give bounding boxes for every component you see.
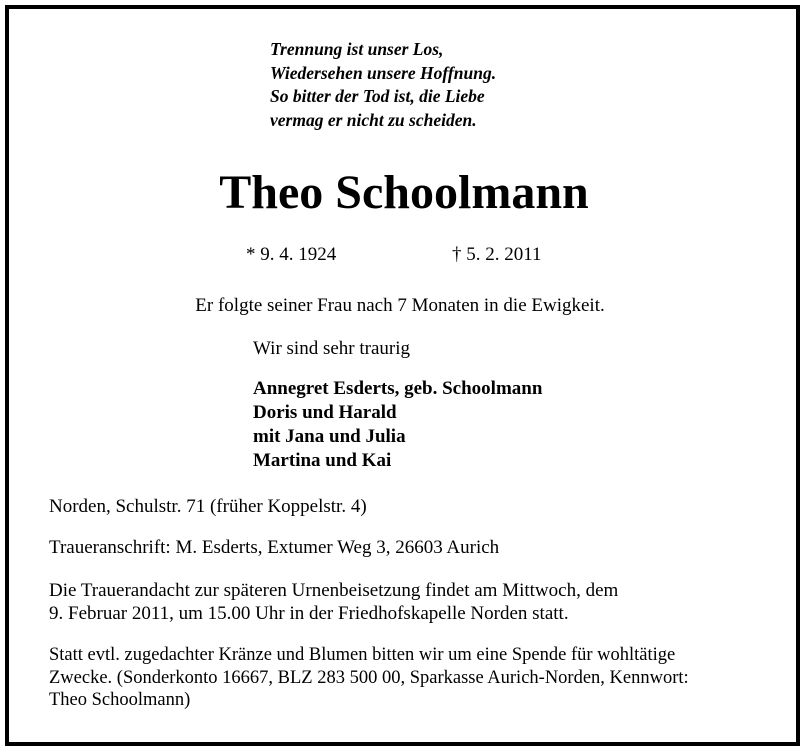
mourner: mit Jana und Julia (253, 426, 406, 447)
service-line: Die Trauerandacht zur späteren Urnenbeisetzung findet am Mittwoch, dem (49, 580, 619, 601)
donation-line: Theo Schoolmann) (49, 690, 191, 710)
sad-line: Wir sind sehr traurig (253, 338, 411, 359)
statement: Er folgte seiner Frau nach 7 Monaten in die Ewigkeit. (195, 295, 605, 316)
service-info (49, 580, 618, 625)
donation-info (49, 644, 689, 712)
mourner: Doris und Harald (253, 402, 397, 423)
poem-line: vermag er nicht zu scheiden. (270, 109, 477, 130)
donation-line: Statt evtl. zugedachter Kränze und Blumen bitten wir um eine Spende für wohltätige (49, 645, 676, 665)
poem-line: So bitter der Tod ist, die Liebe (270, 86, 485, 106)
mourner: Annegret Esderts, geb. Schoolmann (253, 378, 543, 399)
poem (270, 38, 496, 132)
donation-line: Zwecke. (Sonderkonto 16667, BLZ 283 500 00, Sparkasse Aurich-Norden, Kennwort: (49, 667, 689, 688)
mourning-address: Traueranschrift: M. Esderts, Extumer Weg 3, 26603 Aurich (49, 537, 500, 558)
service-line: 9. Februar 2011, um 15.00 Uhr in der Friedhofskapelle Norden statt. (49, 602, 569, 624)
home-address: Norden, Schulstr. 71 (früher Koppelstr. 4) (49, 496, 367, 517)
poem-line: Trennung ist unser Los, (270, 39, 444, 59)
birth-date: * 9. 4. 1924 (246, 244, 337, 265)
mourners-list (253, 377, 542, 473)
poem-line: Wiedersehen unsere Hoffnung. (270, 62, 497, 83)
death-date: † 5. 2. 2011 (452, 244, 542, 265)
mourner: Martina und Kai (253, 450, 392, 471)
deceased-name: Theo Schoolmann (219, 166, 589, 219)
